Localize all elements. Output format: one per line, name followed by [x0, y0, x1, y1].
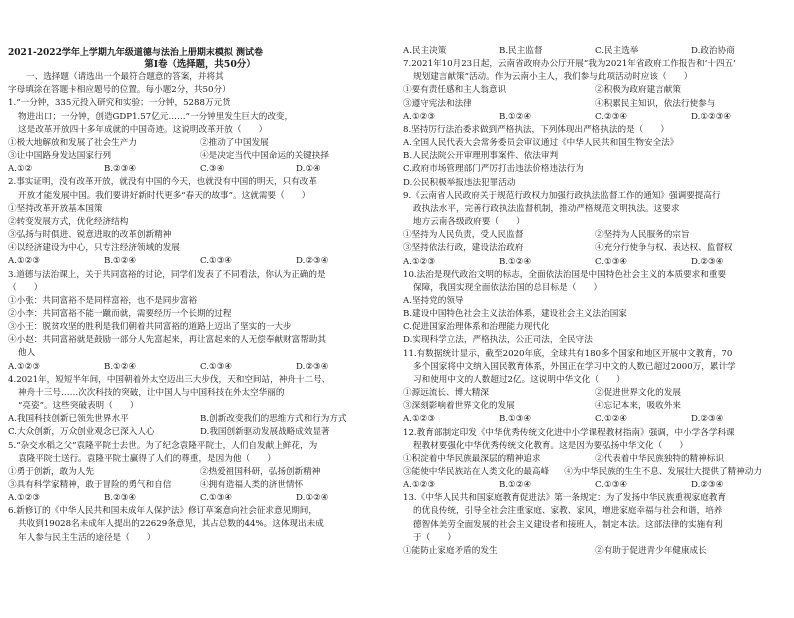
question-9-text: 地方云南各级政府要（ ） — [413, 217, 525, 228]
question-2-choices — [8, 255, 392, 268]
choice-b: B.①②④ — [104, 361, 137, 372]
question-6-text: 共收到19028名未成年人提出的22629条意见，其占总数的44%。这体现出未成 — [18, 519, 324, 530]
question-9-text: 政执法水平，完善行政执法监督机制，推动严格规范文明执法。这要求 — [413, 203, 680, 214]
choice-d: D.②③④ — [691, 480, 724, 491]
right-column — [403, 45, 787, 605]
question-13-options — [403, 545, 787, 558]
option: ①勇于创新，敢为人先 — [8, 466, 94, 477]
choice-b: B.建设中国特色社会主义法治体系，建设社会主义法治国家 — [403, 309, 627, 320]
section-title: 第Ⅰ卷（选择题，共50分） — [144, 59, 256, 70]
option: ①坚持改革开放基本国策 — [8, 203, 103, 214]
choice-a: A.①②③ — [403, 414, 436, 425]
option: ①积淀着中华民族最深层的精神追求 — [403, 453, 541, 464]
choice-a: A.坚持党的领导 — [403, 295, 464, 306]
question-3: 3.道德与法治课上，关于共同富裕的讨论，同学们发表了不同看法，你认为正确的是 — [8, 269, 326, 280]
choice-c: C.②③④ — [595, 111, 628, 122]
question-5: 5.“杂交水稻之父”袁隆平院士去世。为了纪念袁隆平院士，人们自发献上鲜花，为 — [8, 440, 318, 451]
left-column — [8, 58, 392, 618]
question-13: 13.《中华人民共和国家庭教育促进法》第一条规定：为了发扬中华民族重视家庭教育 — [403, 493, 727, 504]
question-4-text: “亮姿”。这些突破表明（ ） — [18, 401, 139, 412]
question-11-options — [403, 387, 787, 400]
choice-d: D.①②③④ — [691, 111, 732, 122]
option: ①小张：共同富裕不是同样富裕，也不是同步富裕 — [8, 295, 198, 306]
exam-title: 2021-2022学年上学期九年级道德与法治上册期末模拟 测试卷 — [8, 48, 263, 58]
option: ②代表着中华民族独特的精神标识 — [595, 453, 724, 464]
choice-a: A.①②③ — [8, 493, 41, 504]
option: ②热爱祖国科研，弘扬创新精神 — [200, 466, 321, 477]
option: ①坚持为人民负责，受人民监督 — [403, 230, 524, 241]
question-5-options — [8, 466, 392, 479]
question-2: 2.事实证明，没有改革开放，就没有中国的今天，也就没有中国的明天，只有改革 — [8, 177, 317, 188]
option: ③遵守宪法和法律 — [403, 98, 472, 109]
question-4-options — [8, 426, 392, 439]
choice-a: A.①②③ — [8, 361, 41, 372]
choice-b: B.①②④ — [499, 256, 532, 267]
option-cont: 他人 — [18, 348, 36, 359]
choice-d: D.①④ — [296, 164, 321, 175]
question-4-options — [8, 413, 392, 426]
choice-c: C.民主选举 — [595, 46, 639, 56]
option: ①要有责任感和主人翁意识 — [403, 85, 507, 96]
choice-d: D.①②④ — [296, 493, 329, 504]
question-10: 10.法治是现代政治文明的标志，全面依法治国是中国特色社会主义的本质要求和重要 — [403, 269, 727, 280]
choice-d: D.实现科学立法，严格执法，公正司法，全民守法 — [403, 335, 593, 346]
option: ①源远流长、博大精深 — [403, 388, 489, 399]
option: ④拥有造福人类的济世情怀 — [200, 480, 304, 490]
question-5-options — [8, 479, 392, 492]
option: ②转变发展方式，优化经济结构 — [8, 216, 129, 227]
option: ②积极为政府建言献策 — [595, 85, 681, 96]
question-9-options — [403, 242, 787, 255]
question-6-text: 年人参与民主生活的途径是（ ） — [18, 532, 156, 543]
choice-d: D.②③④ — [691, 414, 724, 425]
question-11-options — [403, 400, 787, 413]
question-7-options — [403, 84, 787, 97]
question-1-choices — [8, 163, 392, 176]
question-11-text: 多个国家将中文纳入国民教育体系，外国正在学习中文的人数已超过2000万，累计学 — [413, 361, 736, 372]
question-4: 4.2021年，短短半年间，中国朝着外太空迈出三大步伐，天和空间站，神舟十二号、 — [8, 374, 331, 385]
option: ②坚持为人民服务的宗旨 — [595, 230, 690, 241]
choice-d: D.我国创新驱动发展战略成效显著 — [200, 427, 330, 438]
question-12: 12.教育部制定印发《中华优秀传统文化进中小学课程教材指南》强调，中小学各学科课 — [403, 427, 735, 438]
option: ③具有科学家精神，敢于冒险的勇气和自信 — [8, 480, 172, 490]
choice-d: D.②③④ — [691, 256, 724, 267]
question-7-options — [403, 98, 787, 111]
question-12-options — [403, 453, 787, 466]
choice-c: C.③④ — [200, 164, 225, 175]
question-9: 9.《云南省人民政府关于规范行政权力加强行政执法监督工作的通知》强调要提高行 — [403, 190, 721, 201]
choice-a: A.我国科技创新已领先世界水平 — [8, 414, 129, 425]
choice-c: C.①③④ — [200, 256, 233, 267]
option: ④积累民主知识，依法行使参与 — [595, 98, 716, 109]
question-7: 7.2021年10月23日起，云南省政府办公厅开展“我为2021年省政府工作报告和‘十四五’ — [403, 59, 736, 70]
option: ④充分行使争与权、表达权、监督权 — [595, 243, 733, 254]
section-instruction-cont: 字母填涂在答题卡相应题号的位置。每小题2分，共50分） — [8, 85, 231, 96]
question-3-text: （ ） — [8, 282, 43, 293]
choice-b: B.创新改变我们的思维方式和行为方式 — [200, 414, 347, 425]
question-2-text: 开放才能发展中国。我们要讲好新时代更多“春天的故事”。这就需要（ ） — [18, 190, 311, 201]
option: ③弘扬与时俱进、锐意进取的改革创新精神 — [8, 230, 172, 241]
choice-c: C.①③④ — [200, 493, 233, 504]
choice-d: D.②③④ — [296, 361, 329, 372]
question-13-text: 的优良传统，引导全社会注重家庭、家教、家风，增进家庭幸福与社会和谐，培养 — [413, 506, 723, 517]
question-8: 8.坚持厉行法治委求做到严格执法，下列体现出严格执法的是（ ） — [403, 124, 670, 135]
choice-c: C.促进国家治理体系和治理能力现代化 — [403, 322, 550, 333]
question-7-choices — [403, 111, 787, 124]
option: ④是决定当代中国命运的关键抉择 — [200, 151, 329, 162]
question-1: 1.“一分钟，335元投入研究和实验；一分钟，5288万元货 — [8, 98, 231, 109]
question-12-choices — [403, 479, 787, 492]
choice-c: C.①③④ — [595, 480, 628, 491]
question-11-choices — [403, 413, 787, 426]
choice-c: C.政府市场管理部门严厉打击违法价格违法行为 — [403, 164, 584, 175]
option: ③小王：脱贫攻坚的胜利是我们朝着共同富裕的道路上迈出了坚实的一大步 — [8, 322, 292, 333]
choice-b: B.人民法院公开审理刑事案件、依法审判 — [403, 151, 559, 162]
question-10-text: 保障，我国实现全面依法治国的总目标是（ ） — [413, 282, 603, 293]
choice-b: B.①③④ — [499, 414, 532, 425]
question-4-text: 神舟十三号……次次科技的突破，让中国人与中国科技在外太空华丽的 — [18, 387, 285, 398]
option: ③让中国路身发达国家行列 — [8, 151, 112, 162]
question-1-options — [8, 137, 392, 150]
question-7-text: 规划建言献策”活动。作为云南小主人，我们参与此项活动时应该（ ） — [413, 72, 693, 83]
choice-c: C.大众创新，万众创业观念已深入人心 — [8, 427, 155, 438]
choice-d: D.公民积极举报违法犯罪活动 — [403, 177, 516, 188]
option: ④以经济建设为中心，只专注经济领域的发展 — [8, 243, 180, 254]
question-9-options — [403, 229, 787, 242]
question-12-options — [403, 466, 787, 479]
choice-a: A.①②③ — [8, 256, 41, 267]
choice-d: D.政治协商 — [691, 46, 735, 56]
question-5-text: 袁隆平院士送行。袁隆平院士赢得了人们的尊重，是因为他（ ） — [18, 453, 276, 464]
option: ①极大地解放和发展了社会生产力 — [8, 137, 137, 148]
option: ②促进世界文化的发展 — [595, 388, 681, 399]
section-instruction: 一、选择题（请选出一个最符合题意的答案，并将其 — [26, 72, 224, 83]
option: ③坚持依法行政，建设法治政府 — [403, 243, 524, 254]
question-1-options — [8, 150, 392, 163]
question-6-choices — [403, 45, 787, 58]
choice-a: A.①②③ — [403, 256, 436, 267]
question-12-text: 程教材要强化中华优秀传统文化教育。这是因为要弘扬中华文化（ ） — [413, 440, 689, 451]
choice-a: A.①②③ — [403, 111, 436, 122]
option: ③能使中华民族站在人类文化的最高峰 — [403, 467, 550, 477]
question-9-choices — [403, 256, 787, 269]
question-6: 6.新修订的《中华人民共和国未成年人保护法》修订草案意向社会征求意见期间， — [8, 506, 317, 517]
choice-a: A.①②③ — [403, 480, 436, 491]
question-5-choices — [8, 492, 392, 505]
option: ②推动了中国发展 — [200, 137, 269, 148]
choice-b: B.①②④ — [499, 111, 532, 122]
choice-b: B.①②④ — [104, 256, 137, 267]
choice-a: A.①② — [8, 164, 33, 175]
choice-b: B.民主监督 — [499, 46, 543, 56]
option: ①能防止家庭矛盾的发生 — [403, 545, 498, 556]
option: ②小李：共同富裕不能一蹴而就，需要经历一个长期的过程 — [8, 308, 232, 319]
choice-b: B.②③④ — [104, 164, 137, 175]
choice-d: D.②③④ — [296, 256, 329, 267]
choice-b: B.②③④ — [104, 493, 137, 504]
question-11: 11.有数据统计显示，截至2020年底，全球共有180多个国家和地区开展中文教育，70 — [403, 348, 733, 359]
question-1-text: 这是改革开放四十多年成就的中国奇迹。这说明改革开放（ ） — [18, 124, 268, 135]
option: ③深刻影响着世界文化的发展 — [403, 401, 515, 412]
question-11-text: 习和使用中文的人数超过2亿。这说明中华文化（ ） — [413, 374, 625, 385]
choice-c: C.①③④ — [595, 256, 628, 267]
choice-c: C.①②④ — [595, 414, 628, 425]
question-1-text: 物进出口；一分钟，创造GDP1.57亿元……”一分钟里发生巨大的改变， — [18, 111, 294, 122]
option: ④忘记本来，吸收外来 — [595, 401, 681, 412]
choice-a: A.民主决策 — [403, 46, 447, 56]
option: ④为中华民族的生生不息、发展壮大提供了精神动力 — [564, 467, 762, 477]
choice-c: C.①③④ — [200, 361, 233, 372]
choice-b: B.①②④ — [499, 480, 532, 491]
choice-a: A.全国人民代表大会常务委员会审议通过《中华人民共和国生物安全法》 — [403, 138, 679, 149]
question-3-choices — [8, 361, 392, 374]
question-13-text: 于（ ） — [413, 532, 456, 543]
option: ④小赵：共同富裕就是鼓励一部分人先富起来，再让富起来的人无偿奉献财富帮助其 — [8, 335, 326, 346]
option: ②有助于促进青少年健康成长 — [595, 545, 707, 556]
question-13-text: 德智体美劳全面发展的社会主义建设者和接班人，制定本法。这部法律的实施有利 — [413, 519, 723, 530]
